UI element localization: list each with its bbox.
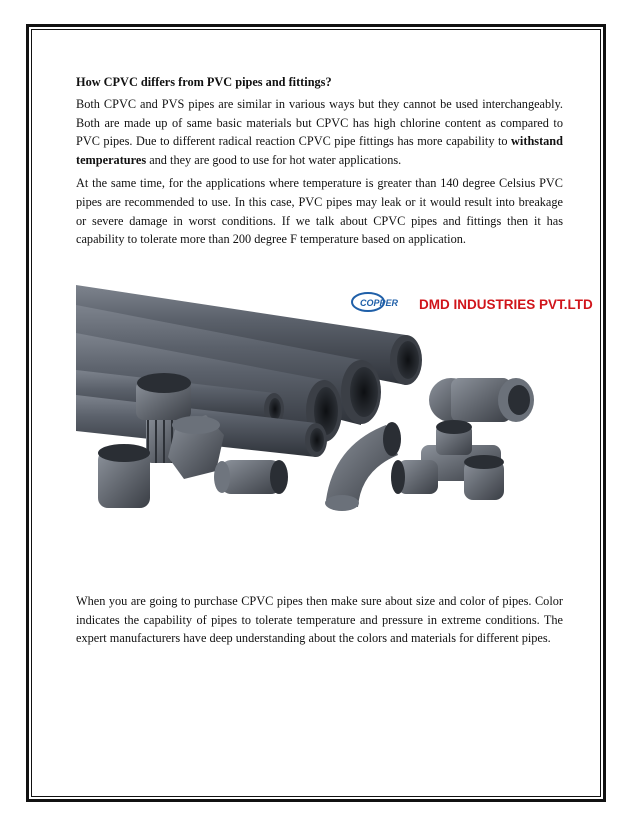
company-name-text: DMD INDUSTRIES PVT.LTD [419,297,593,312]
copper-logo-text: COPPER [360,298,399,308]
paragraph-1-end: and they are good to use for hot water applications. [146,152,402,167]
socket-fitting [464,455,504,500]
coupling-fitting [391,460,438,494]
reducer-fitting [429,378,534,422]
pipes-product-image [76,275,593,537]
copper-logo [352,293,399,311]
document-body [76,74,563,254]
section-heading: How CPVC differs from PVC pipes and fittings? [76,75,332,89]
union-fitting [214,460,288,494]
paragraph-1-bold: withstand temperatures [76,134,563,167]
paragraph-2: At the same time, for the applications where temperature is greater than 140 degree Celsius PVC pipes are recommended to use. In this case, PVC pipes may leak or it would result into breakage or severe damage in worst conditions. If we talk about CPVC pipes and fittings then it has capability to tolerate more than 200 degree F temperature based on application. [76,176,563,247]
adapter-socket [98,444,150,508]
elbow-fitting [325,422,401,511]
paragraph-1 [76,95,563,169]
pipes-illustration [76,275,593,537]
paragraph-1-start: Both CPVC and PVS pipes are similar in various ways but they cannot be used interchangeably. Both are made up of same basic materials but CPVC has high chlorine content as compared to PVC pipes. Due to different radical reaction CPVC pipe fittings has more capability to [76,97,563,149]
paragraph-3: When you are going to purchase CPVC pipes then make sure about size and color of pipes. Color indicates the capability of pipes to tolerate temperature and pressure in extreme conditions. The expert manufacturers have deep understanding about the colors and materials for different pipes. [76,594,563,646]
